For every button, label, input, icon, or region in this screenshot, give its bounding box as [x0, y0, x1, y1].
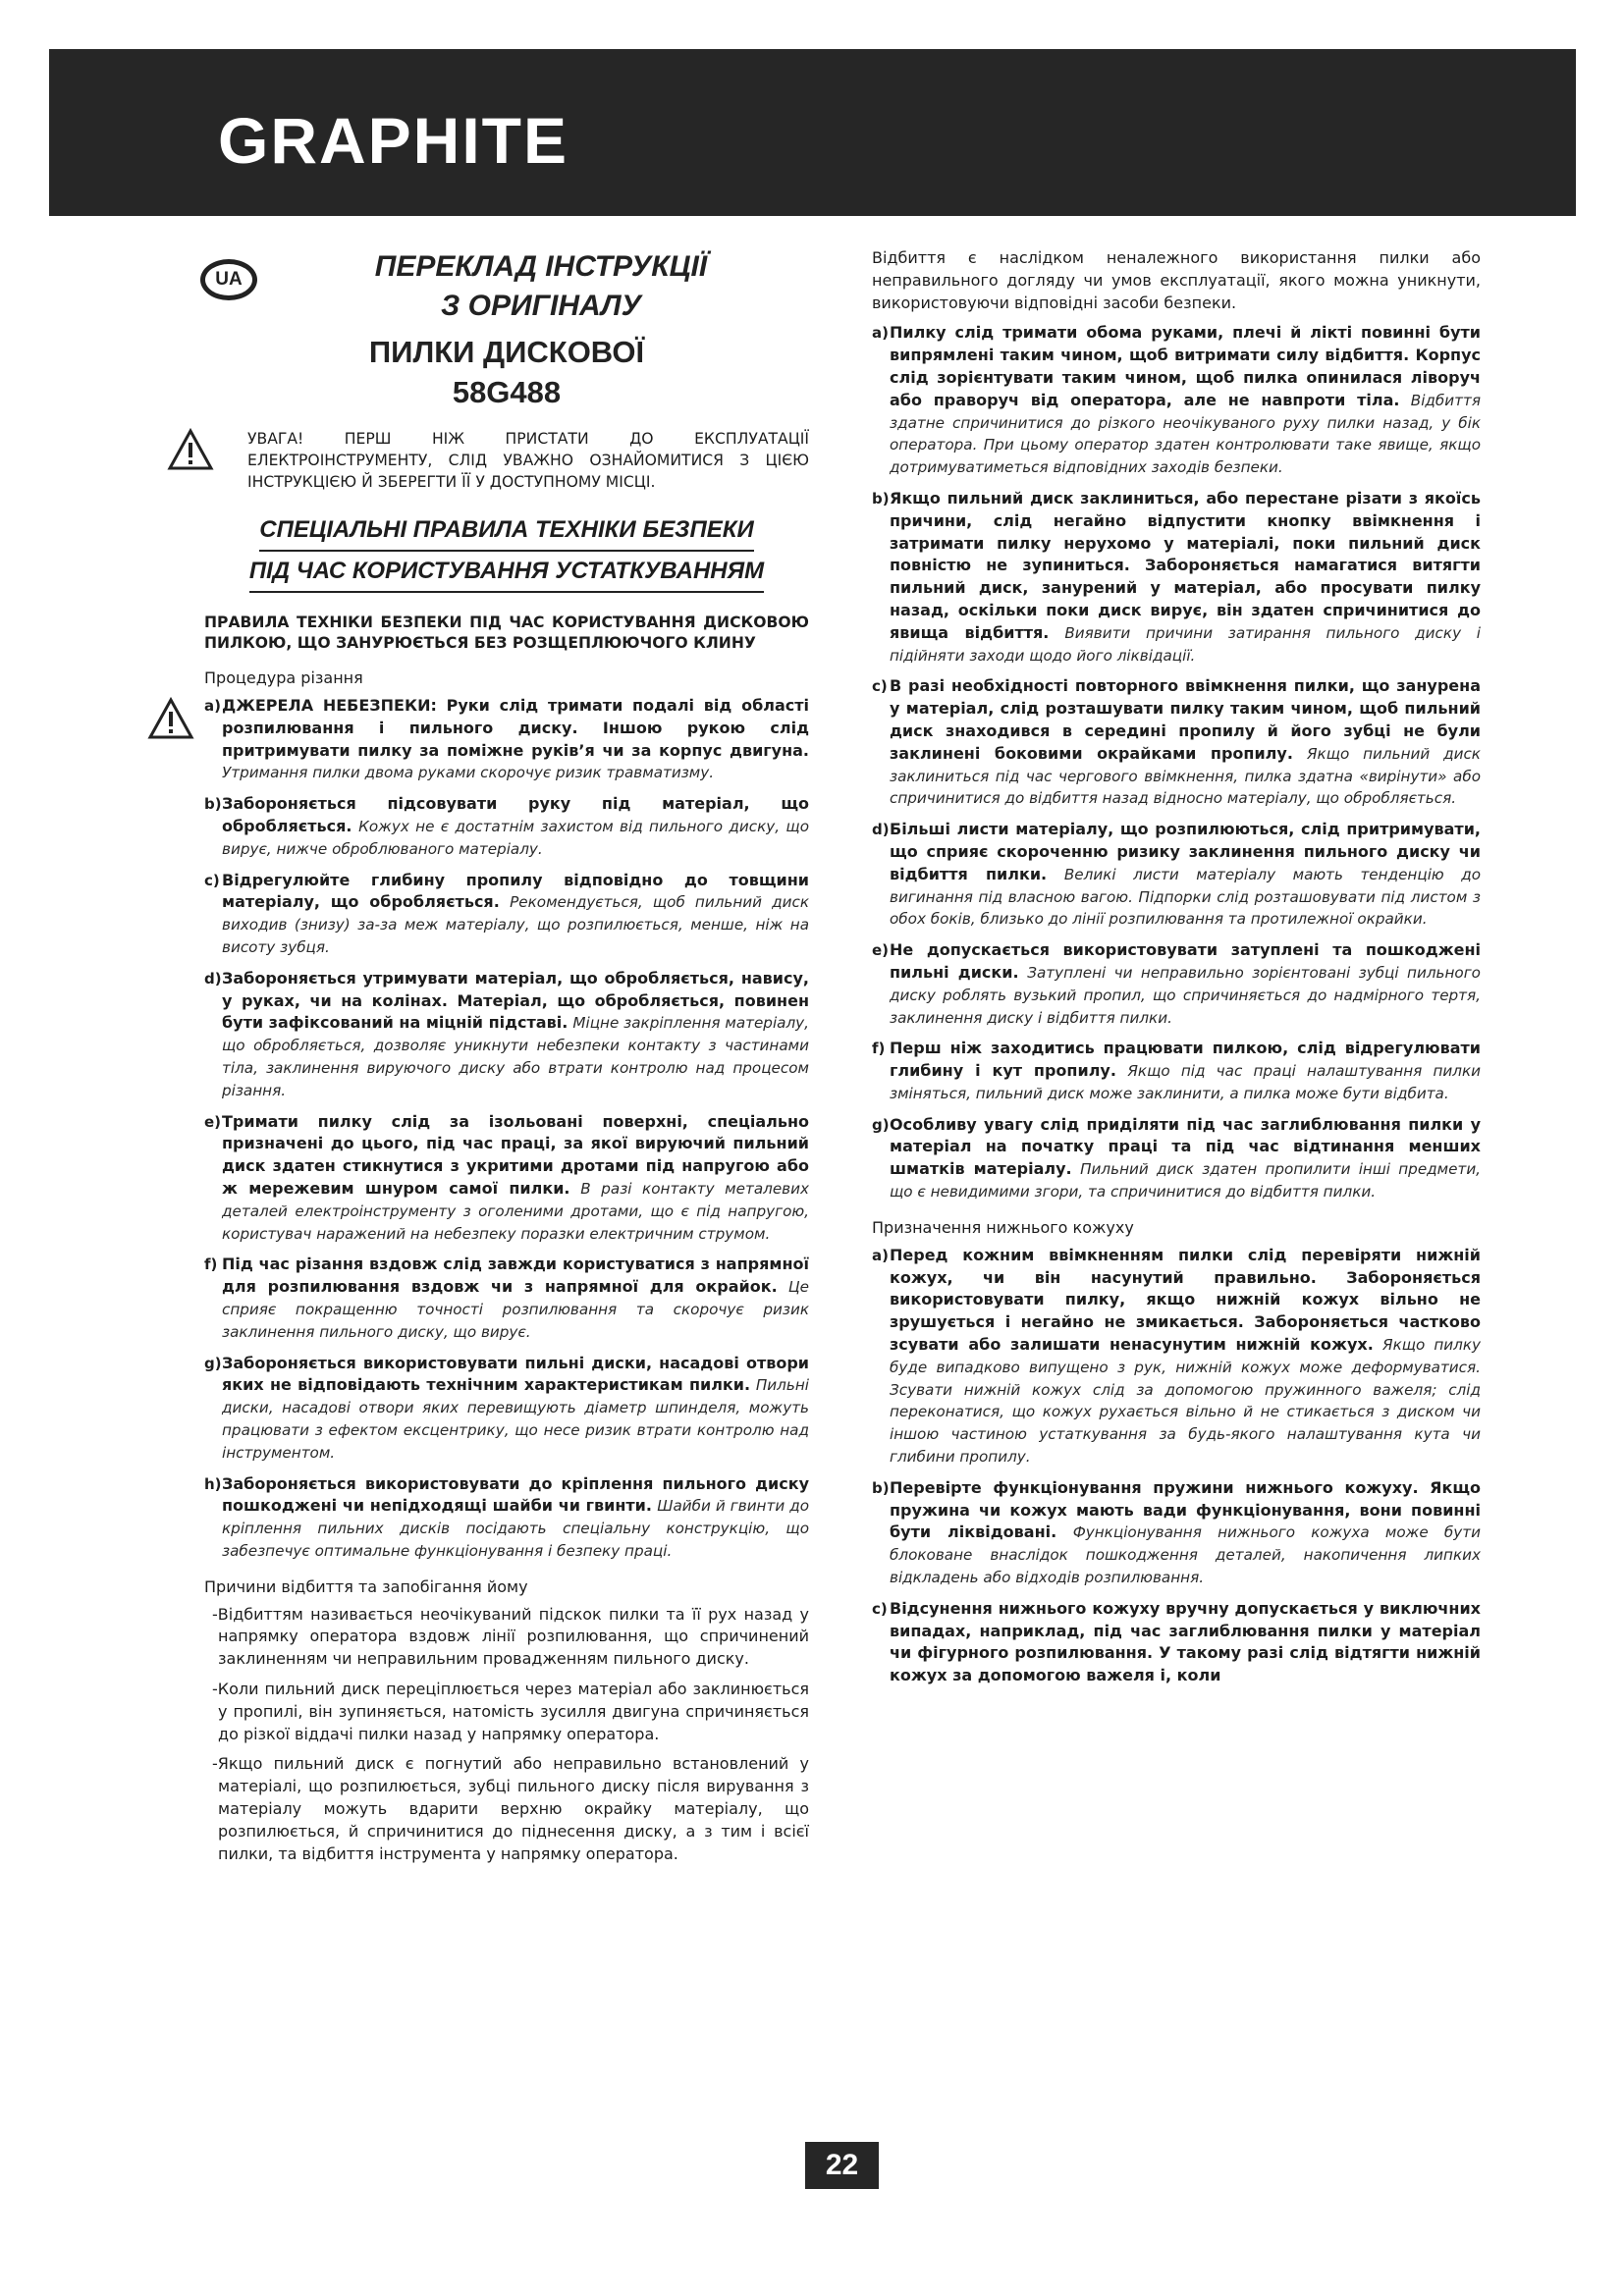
item-italic-text: Шайби й гвинти до кріплення пильних дисків посідають спеціальну конструкцію, що забезпечує оптимальне функціонування і безпеку праці. [222, 1497, 809, 1560]
item-bold-text: Тримати пилку слід за ізольовані поверхні, спеціально призначені до цього, під час праці, за якої вируючий пильний диск здатен стикнутися з укритими дротами під напругою або ж мережевим шнуром самої пилки. [222, 1111, 809, 1198]
item-bold-text: Перед кожним ввімкненням пилки слід перевіряти нижній кожух, чи він насунутий правильно. Забороняється використовувати пилку, якщо нижній кожух вільно не зрушується і негайно не змикається. Забороняється частково зсувати або залишати ненасунутим нижній кожух. [890, 1245, 1481, 1355]
item-italic-text: Рекомендується, щоб пильний диск виходив (знизу) за-за меж матеріалу, що розпилюється, менше, ніж на висоту зубця. [222, 893, 809, 956]
lower-guard-heading: Призначення нижнього кожуху [872, 1217, 1134, 1237]
cutting-item [204, 1111, 809, 1246]
item-bold-text: Відсунення нижнього кожуху вручну допускається у виключних випадах, наприклад, під час заглиблювання пилки у матеріал чи фігурного розпилювання. У такому разі слід відтягти нижній кожух за допомогою важеля і, коли [890, 1598, 1481, 1685]
kickback-heading: Причини відбиття та запобігання йому [204, 1576, 528, 1596]
cutting-item [204, 870, 809, 959]
right-column [872, 247, 1481, 1696]
kickback-item [872, 939, 1481, 1029]
item-italic-text: Пильний диск здатен пропилити інші предмети, що є невидимими згори, та спричинитися до відбиття пилки. [890, 1160, 1482, 1201]
section-title-line1: СПЕЦІАЛЬНІ ПРАВИЛА ТЕХНІКИ БЕЗПЕКИ [259, 510, 753, 552]
cutting-item [204, 695, 809, 784]
lower-guard-item [872, 1598, 1481, 1687]
item-italic-text: Утримання пилки двома руками скорочує ризик травматизму. [222, 764, 715, 782]
item-bold-text: Забороняється утримувати матеріал, що обробляється, навису, у руках, чи на колінах. Матеріал, що обробляється, повинен бути зафіксований на міцній підставі. [222, 968, 809, 1033]
warning-triangle-icon [147, 697, 194, 740]
kickback-dash-item: -Якщо пильний диск є погнутий або неправильно встановлений у матеріалі, що розпилюється, зубці пильного диску після вирування з матеріалу можуть вдарити верхню окрайку матеріалу, що розпилюється, й спричинитися до піднесення диску, а з тим і всієї пилки, та відбиття інструмента у напрямку оператора. [212, 1754, 809, 1863]
item-letter: h) [204, 1474, 222, 1493]
item-bold-text: Особливу увагу слід приділяти під час заглиблювання пилки у матеріал на початку праці та під час відтинання менших шматків матеріалу. [890, 1114, 1481, 1179]
item-italic-text: Це сприяє покращенню точності розпилювання та скорочує ризик заклинення пильного диску, що вирує. [222, 1278, 809, 1341]
kickback-item [872, 488, 1481, 667]
title-block [204, 247, 809, 412]
section-title [204, 510, 809, 593]
item-bold-text: Перш ніж заходитись працювати пилкою, слід відрегулювати глибину і кут пропилу. [890, 1039, 1481, 1081]
item-letter: b) [872, 489, 890, 507]
kickback-item [872, 1114, 1481, 1203]
item-italic-text: В разі контакту металевих деталей електроінструменту з оголеними дротами, що є під напругою, користувач наражений на небезпеку поразки електричним струмом. [222, 1179, 809, 1243]
rules-heading: ПРАВИЛА ТЕХНІКИ БЕЗПЕКИ ПІД ЧАС КОРИСТУВАННЯ ДИСКОВОЮ ПИЛКОЮ, ЩО ЗАНУРЮЄТЬСЯ БЕЗ РОЗЩЕПЛЮЮЧОГО КЛИНУ [204, 614, 809, 652]
item-letter: f) [204, 1255, 218, 1274]
item-italic-text: Виявити причини затирання пильного диску і підійняти заходи щодо його ліквідації. [890, 623, 1481, 665]
left-column [204, 247, 809, 1873]
kickback-item [872, 322, 1481, 479]
doc-title-line1: ПЕРЕКЛАД ІНСТРУКЦІЇ [374, 250, 708, 283]
brand-logo: GRAPHITE [218, 104, 569, 177]
item-bold-text: Якщо пильний диск заклиниться, або перестане різати з якоїсь причини, слід негайно відпустити кнопку ввімкнення і затримати пилку нерухомо у матеріалі, поки пильний диск повністю не зупиниться. Забороняється намагатися витягти пильний диск, занурений у матеріал, або просувати пилку назад, оскільки поки диск вирує, він здатен спричинитися до явища відбиття. [890, 488, 1481, 642]
item-italic-text: Якщо пилку буде випадково випущено з рук, нижній кожух може деформуватися. Зсувати нижній кожух слід за допомогою пружинного важеля; слід переконатися, що кожух рухається вільно й не стикається з диском чи іншою частиною устаткування за будь-якого налаштування кута чи глибини пропилу. [890, 1336, 1481, 1467]
item-bold-text: Забороняється використовувати до кріплення пильного диску пошкоджені чи непідходящі шайби чи гвинти. [222, 1473, 809, 1516]
lower-guard-item [872, 1477, 1481, 1589]
item-italic-text: Затуплені чи неправильно зорієнтовані зубці пильного диску роблять вузький пропил, що спричиняється до надмірного тертя, заклинення диску і відбиття пилки. [890, 963, 1481, 1027]
cutting-item [204, 1254, 809, 1343]
section-title-line2: ПІД ЧАС КОРИСТУВАННЯ УСТАТКУВАННЯМ [249, 552, 764, 593]
item-letter: e) [872, 941, 890, 960]
item-letter: c) [872, 677, 888, 696]
header-bar [49, 49, 1576, 216]
item-letter: c) [204, 871, 220, 889]
item-letter: b) [872, 1478, 890, 1497]
item-bold-text: Не допускається використовувати затуплені та пошкоджені пильні диски. [890, 940, 1481, 982]
cutting-item [204, 1353, 809, 1465]
kickback-item [872, 819, 1481, 931]
language-badge: UA [200, 259, 257, 300]
item-bold-text: Забороняється підсовувати руку під матеріал, що обробляється. [222, 794, 809, 835]
item-italic-text: Міцне закріплення матеріалу, що обробляється, дозволяє уникнути небезпеки контакту з частинами тіла, заклинення вируючого диску або втрати контролю над процесом різання. [222, 1014, 810, 1099]
item-letter: g) [872, 1115, 890, 1134]
doc-title-line2: З ОРИГІНАЛУ [441, 290, 641, 322]
cutting-item [204, 793, 809, 860]
item-italic-text: Великі листи матеріалу мають тенденцію до вигинання під власною вагою. Підпорки слід розташовувати під листом з обох боків, близько до лінії розпилювання та протилежної окрайки. [890, 865, 1481, 929]
kickback-paragraph: Відбиття є наслідком неналежного використання пилки або неправильного догляду чи умов експлуатації, якого можна уникнути, використовуючи відповідні засоби безпеки. [872, 248, 1481, 312]
item-letter: a) [204, 697, 221, 715]
item-letter: f) [872, 1040, 886, 1058]
cutting-heading: Процедура різання [204, 668, 363, 687]
item-bold-text: Під час різання вздовж слід завжди користуватися з напрямної для розпилювання вздовж чи з напрямної для окрайок. [222, 1255, 809, 1297]
product-name: ПИЛКИ ДИСКОВОЇ [368, 335, 645, 369]
item-italic-text: Функціонування нижнього кожуха може бути блоковане внаслідок пошкодження деталей, накопичення липких відкладень або відходів розпилювання. [890, 1523, 1482, 1587]
item-bold-text: В разі необхідності повторного ввімкнення пилки, що занурена у матеріал, слід розташувати пилку таким чином, щоб пильний диск знаходився в середині пропилу й його зубці не були заклинені боковими окрайками пропилу. [890, 676, 1481, 763]
warning-text: УВАГА! ПЕРШ НІЖ ПРИСТАТИ ДО ЕКСПЛУАТАЦІЇ ЕЛЕКТРОІНСТРУМЕНТУ, СЛІД УВАЖНО ОЗНАЙОМИТИСЯ З ЦІЄЮ ІНСТРУКЦІЄЮ Й ЗБЕРЕГТИ ЇЇ У ДОСТУПНОМУ МІСЦІ. [247, 430, 809, 491]
item-letter: d) [872, 821, 890, 839]
item-letter: b) [204, 795, 222, 814]
item-bold-text: Перевірте функціонування пружини нижнього кожуху. Якщо пружина чи кожух мають вади функціонування, вони повинні бути ліквідовані. [890, 1477, 1481, 1542]
item-bold-text: Більші листи матеріалу, що розпилюються, слід притримувати, що сприяє скороченню ризику заклинення пильного диску чи відбиття пилки. [890, 820, 1481, 883]
item-italic-text: Якщо пильний диск заклиниться під час чергового ввімкнення, пилка здатна «вирінути» або спричинитися до відбиття назад відносно матеріалу, що обробляється. [890, 744, 1481, 808]
page-number: 22 [805, 2142, 879, 2189]
item-letter: c) [872, 1599, 888, 1618]
cutting-item [204, 968, 809, 1102]
item-letter: d) [204, 969, 222, 988]
kickback-item [872, 1038, 1481, 1104]
item-bold-text: Пилку слід тримати обома руками, плечі й лікті повинні бути випрямлені таким чином, щоб витримати силу відбиття. Корпус слід зорієнтувати таким чином, щоб пилка опинилася ліворуч або праворуч від оператора, але не навпроти тіла. [890, 323, 1481, 409]
kickback-dash-item: -Відбиттям називається неочікуваний підскок пилки та її рух назад у напрямку оператора вздовж лінії розпилювання, що спричинений заклиненням чи неправильним провадженням пильного диску. [212, 1604, 809, 1669]
item-italic-text: Кожух не є достатнім захистом від пильного диску, що вирує, нижче оброблюваного матеріалу. [222, 817, 809, 858]
item-letter: a) [872, 1246, 889, 1264]
item-bold-text: Відрегулюйте глибину пропилу відповідно до товщини матеріалу, що обробляється. [222, 870, 809, 912]
kickback-dash-item: -Коли пильний диск переціплюється через матеріал або заклинюється у пропилі, він зупиняється, натомість зусилля двигуна спричиняється до різкої віддачі пилки назад у напрямку оператора. [212, 1680, 809, 1743]
kickback-item [872, 675, 1481, 810]
item-letter: e) [204, 1112, 222, 1131]
model-number: 58G488 [452, 375, 562, 409]
warning-triangle-icon [167, 428, 214, 471]
item-italic-text: Якщо під час праці налаштування пилки зміняться, пильний диск може заклинити, а пилка може бути відбита. [890, 1062, 1482, 1102]
item-italic-text: Пильні диски, насадові отвори яких перевищують діаметр шпинделя, можуть працювати з ефектом ексцентрику, що несе ризик втрати контролю над інструментом. [222, 1376, 809, 1462]
cutting-item [204, 1473, 809, 1563]
item-bold-text: ДЖЕРЕЛА НЕБЕЗПЕКИ: Руки слід тримати подалі від області розпилювання і пильного диску. Іншою рукою слід притримувати пилку за поміжне руків’я чи за корпус двигуна. [222, 696, 809, 760]
item-bold-text: Забороняється використовувати пильні диски, насадові отвори яких не відповідають технічним характеристикам пилки. [222, 1353, 809, 1395]
item-letter: g) [204, 1354, 222, 1372]
item-italic-text: Відбиття здатне спричинитися до різкого неочікуваного руху пилки назад, у бік оператора. При цьому оператор здатен контролювати таке явище, якщо дотримуватиметься відповідних заходів безпеки. [890, 391, 1481, 477]
warning-notice [204, 428, 809, 493]
item-letter: a) [872, 324, 889, 343]
lower-guard-item [872, 1245, 1481, 1468]
